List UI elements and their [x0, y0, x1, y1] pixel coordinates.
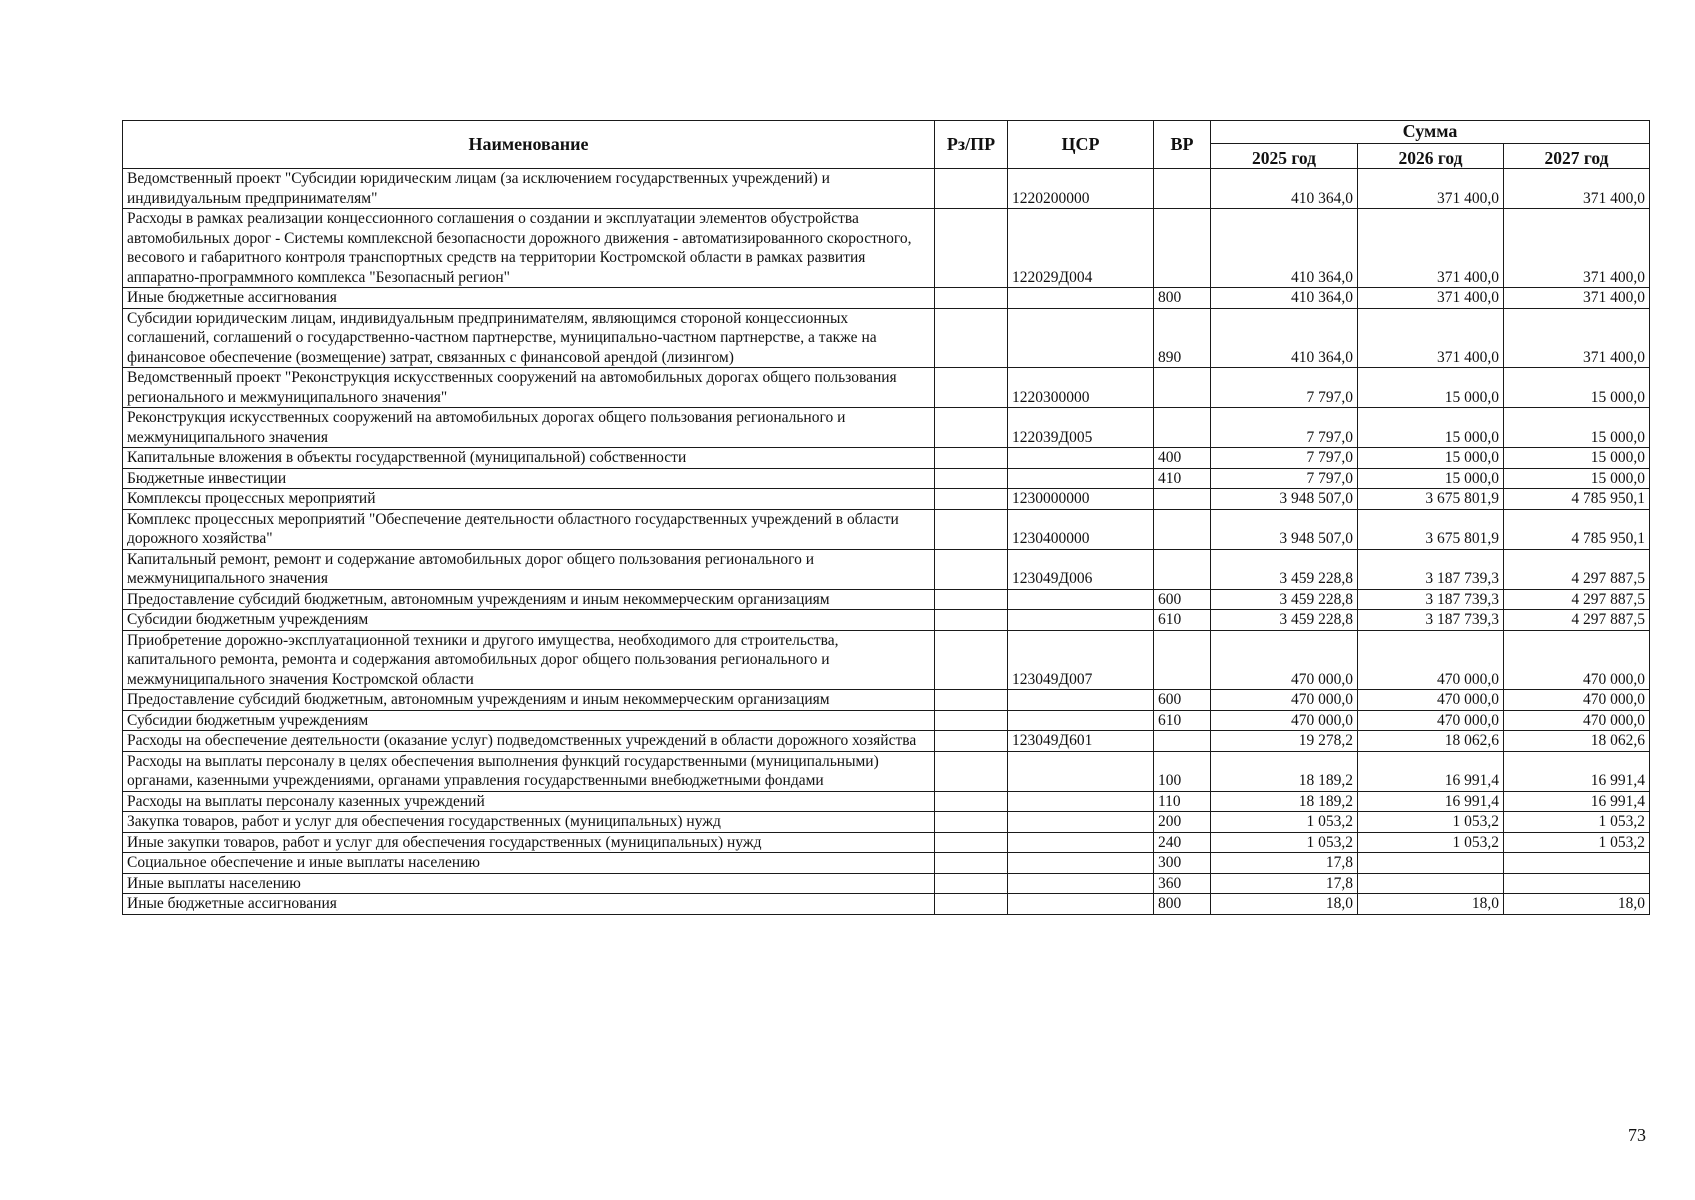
- cell-rzpr: [935, 549, 1008, 589]
- cell-csr: [1008, 751, 1154, 791]
- table-row: [123, 468, 1650, 489]
- cell-sum-2025: 3 459 228,8: [1211, 549, 1358, 589]
- cell-rzpr: [935, 812, 1008, 833]
- cell-sum-2027: 18,0: [1504, 894, 1650, 915]
- cell-name: Капитальный ремонт, ремонт и содержание автомобильных дорог общего пользования регионального и межмуниципального значения: [123, 549, 935, 589]
- cell-csr: [1008, 710, 1154, 731]
- table-row: [123, 209, 1650, 288]
- cell-rzpr: [935, 408, 1008, 448]
- cell-sum-2026: 3 675 801,9: [1358, 489, 1504, 510]
- cell-csr: [1008, 853, 1154, 874]
- cell-sum-2027: [1504, 873, 1650, 894]
- cell-rzpr: [935, 832, 1008, 853]
- cell-sum-2027: 1 053,2: [1504, 832, 1650, 853]
- cell-csr: [1008, 812, 1154, 833]
- cell-name: Иные бюджетные ассигнования: [123, 288, 935, 309]
- cell-sum-2025: 410 364,0: [1211, 288, 1358, 309]
- cell-rzpr: [935, 448, 1008, 469]
- table-row: [123, 791, 1650, 812]
- cell-vr: [1154, 630, 1211, 690]
- table-row: [123, 288, 1650, 309]
- cell-vr: 800: [1154, 894, 1211, 915]
- cell-rzpr: [935, 610, 1008, 631]
- cell-sum-2025: 18,0: [1211, 894, 1358, 915]
- table-row: [123, 812, 1650, 833]
- cell-sum-2025: 1 053,2: [1211, 812, 1358, 833]
- cell-vr: [1154, 731, 1211, 752]
- cell-sum-2027: 4 785 950,1: [1504, 509, 1650, 549]
- cell-name: Расходы на обеспечение деятельности (оказание услуг) подведомственных учреждений в области дорожного хозяйства: [123, 731, 935, 752]
- cell-name: Предоставление субсидий бюджетным, автономным учреждениям и иным некоммерческим организациям: [123, 690, 935, 711]
- cell-sum-2027: 371 400,0: [1504, 308, 1650, 368]
- cell-name: Предоставление субсидий бюджетным, автономным учреждениям и иным некоммерческим организациям: [123, 589, 935, 610]
- cell-rzpr: [935, 308, 1008, 368]
- cell-sum-2026: 371 400,0: [1358, 169, 1504, 209]
- cell-csr: [1008, 610, 1154, 631]
- cell-sum-2026: 15 000,0: [1358, 368, 1504, 408]
- table-body: [123, 169, 1650, 915]
- budget-table: [122, 120, 1650, 915]
- page-number: 73: [1628, 1125, 1646, 1145]
- cell-csr: [1008, 894, 1154, 915]
- cell-csr: 123049Д007: [1008, 630, 1154, 690]
- header-csr: ЦСР: [1008, 121, 1154, 169]
- cell-vr: 110: [1154, 791, 1211, 812]
- table-row: [123, 169, 1650, 209]
- cell-sum-2027: 4 297 887,5: [1504, 610, 1650, 631]
- cell-csr: 123049Д601: [1008, 731, 1154, 752]
- cell-csr: 1230000000: [1008, 489, 1154, 510]
- cell-vr: 800: [1154, 288, 1211, 309]
- cell-rzpr: [935, 751, 1008, 791]
- cell-vr: 360: [1154, 873, 1211, 894]
- cell-sum-2026: 470 000,0: [1358, 710, 1504, 731]
- cell-sum-2027: 1 053,2: [1504, 812, 1650, 833]
- cell-name: Приобретение дорожно-эксплуатационной техники и другого имущества, необходимого для строительства, капитального ремонта, ремонта и содержания автомобильных дорог общего пользования регионального и межмуниципального значения Костромской области: [123, 630, 935, 690]
- cell-sum-2026: 1 053,2: [1358, 832, 1504, 853]
- cell-name: Ведомственный проект "Реконструкция искусственных сооружений на автомобильных дорогах общего пользования регионального и межмуниципального значения": [123, 368, 935, 408]
- cell-name: Реконструкция искусственных сооружений на автомобильных дорогах общего пользования регионального и межмуниципального значения: [123, 408, 935, 448]
- cell-rzpr: [935, 468, 1008, 489]
- cell-sum-2025: 410 364,0: [1211, 169, 1358, 209]
- cell-csr: 1220200000: [1008, 169, 1154, 209]
- table-row: [123, 610, 1650, 631]
- table-row: [123, 630, 1650, 690]
- cell-rzpr: [935, 630, 1008, 690]
- cell-vr: 100: [1154, 751, 1211, 791]
- cell-sum-2027: 4 785 950,1: [1504, 489, 1650, 510]
- cell-name: Субсидии бюджетным учреждениям: [123, 610, 935, 631]
- cell-sum-2026: 18,0: [1358, 894, 1504, 915]
- cell-name: Иные закупки товаров, работ и услуг для обеспечения государственных (муниципальных) нужд: [123, 832, 935, 853]
- cell-vr: 600: [1154, 589, 1211, 610]
- cell-vr: 240: [1154, 832, 1211, 853]
- cell-vr: [1154, 509, 1211, 549]
- header-rzpr: Рз/ПР: [935, 121, 1008, 169]
- cell-sum-2027: 470 000,0: [1504, 630, 1650, 690]
- cell-sum-2027: 371 400,0: [1504, 169, 1650, 209]
- cell-sum-2027: 15 000,0: [1504, 448, 1650, 469]
- cell-sum-2025: 3 459 228,8: [1211, 589, 1358, 610]
- cell-rzpr: [935, 489, 1008, 510]
- table-row: [123, 589, 1650, 610]
- cell-vr: 410: [1154, 468, 1211, 489]
- cell-sum-2026: 15 000,0: [1358, 408, 1504, 448]
- header-year-2026: 2026 год: [1358, 144, 1504, 169]
- table-row: [123, 509, 1650, 549]
- cell-name: Субсидии юридическим лицам, индивидуальным предпринимателям, являющимся стороной концессионных соглашений, соглашений о государственно-частном партнерстве, муниципально-частном партнерстве, а также на финансовое обеспечение (возмещение) затрат, связанных с финансовой арендой (лизингом): [123, 308, 935, 368]
- header-sum: Сумма: [1211, 121, 1650, 144]
- cell-rzpr: [935, 690, 1008, 711]
- cell-name: Расходы на выплаты персоналу казенных учреждений: [123, 791, 935, 812]
- cell-sum-2027: 470 000,0: [1504, 710, 1650, 731]
- cell-name: Комплекс процессных мероприятий "Обеспечение деятельности областного государственных учреждений в области дорожного хозяйства": [123, 509, 935, 549]
- cell-name: Расходы на выплаты персоналу в целях обеспечения выполнения функций государственными (муниципальными) органами, казенными учреждениями, органами управления государственными внебюджетными фондами: [123, 751, 935, 791]
- cell-vr: [1154, 408, 1211, 448]
- table-row: [123, 853, 1650, 874]
- cell-sum-2025: 7 797,0: [1211, 368, 1358, 408]
- cell-sum-2027: 371 400,0: [1504, 209, 1650, 288]
- table-row: [123, 489, 1650, 510]
- cell-sum-2027: [1504, 853, 1650, 874]
- table-row: [123, 690, 1650, 711]
- cell-sum-2026: 15 000,0: [1358, 448, 1504, 469]
- table-header: [123, 121, 1650, 169]
- table-row: [123, 832, 1650, 853]
- cell-vr: [1154, 489, 1211, 510]
- cell-vr: 600: [1154, 690, 1211, 711]
- cell-rzpr: [935, 288, 1008, 309]
- cell-rzpr: [935, 853, 1008, 874]
- cell-sum-2026: 3 187 739,3: [1358, 549, 1504, 589]
- cell-sum-2025: 470 000,0: [1211, 630, 1358, 690]
- cell-rzpr: [935, 894, 1008, 915]
- cell-rzpr: [935, 169, 1008, 209]
- cell-sum-2025: 1 053,2: [1211, 832, 1358, 853]
- cell-vr: 200: [1154, 812, 1211, 833]
- cell-sum-2027: 16 991,4: [1504, 751, 1650, 791]
- cell-sum-2025: 17,8: [1211, 853, 1358, 874]
- cell-rzpr: [935, 589, 1008, 610]
- cell-rzpr: [935, 791, 1008, 812]
- cell-sum-2025: 18 189,2: [1211, 751, 1358, 791]
- cell-sum-2025: 410 364,0: [1211, 308, 1358, 368]
- cell-vr: 610: [1154, 610, 1211, 631]
- cell-csr: [1008, 832, 1154, 853]
- cell-sum-2026: 470 000,0: [1358, 690, 1504, 711]
- cell-csr: [1008, 468, 1154, 489]
- cell-sum-2025: 410 364,0: [1211, 209, 1358, 288]
- table-row: [123, 894, 1650, 915]
- table-row: [123, 448, 1650, 469]
- cell-vr: [1154, 169, 1211, 209]
- cell-csr: [1008, 791, 1154, 812]
- cell-csr: [1008, 448, 1154, 469]
- cell-sum-2025: 3 948 507,0: [1211, 489, 1358, 510]
- header-year-2027: 2027 год: [1504, 144, 1650, 169]
- cell-sum-2027: 15 000,0: [1504, 468, 1650, 489]
- cell-sum-2026: 371 400,0: [1358, 308, 1504, 368]
- cell-csr: 122029Д004: [1008, 209, 1154, 288]
- cell-csr: [1008, 308, 1154, 368]
- cell-name: Ведомственный проект "Субсидии юридическим лицам (за исключением государственных учреждений) и индивидуальным предпринимателям": [123, 169, 935, 209]
- cell-csr: [1008, 873, 1154, 894]
- cell-name: Социальное обеспечение и иные выплаты населению: [123, 853, 935, 874]
- cell-rzpr: [935, 873, 1008, 894]
- cell-sum-2026: 3 187 739,3: [1358, 589, 1504, 610]
- cell-sum-2026: 3 675 801,9: [1358, 509, 1504, 549]
- table-row: [123, 751, 1650, 791]
- cell-sum-2026: 470 000,0: [1358, 630, 1504, 690]
- table-row: [123, 408, 1650, 448]
- cell-vr: 890: [1154, 308, 1211, 368]
- cell-sum-2025: 3 459 228,8: [1211, 610, 1358, 631]
- cell-name: Иные выплаты населению: [123, 873, 935, 894]
- cell-sum-2027: 18 062,6: [1504, 731, 1650, 752]
- cell-rzpr: [935, 368, 1008, 408]
- cell-vr: 400: [1154, 448, 1211, 469]
- cell-sum-2026: 16 991,4: [1358, 791, 1504, 812]
- cell-sum-2027: 4 297 887,5: [1504, 549, 1650, 589]
- cell-sum-2026: 371 400,0: [1358, 288, 1504, 309]
- table-row: [123, 549, 1650, 589]
- cell-csr: 1220300000: [1008, 368, 1154, 408]
- cell-sum-2027: 371 400,0: [1504, 288, 1650, 309]
- cell-sum-2025: 18 189,2: [1211, 791, 1358, 812]
- cell-sum-2026: 3 187 739,3: [1358, 610, 1504, 631]
- cell-rzpr: [935, 731, 1008, 752]
- cell-sum-2027: 15 000,0: [1504, 368, 1650, 408]
- cell-rzpr: [935, 710, 1008, 731]
- cell-sum-2027: 15 000,0: [1504, 408, 1650, 448]
- cell-sum-2025: 7 797,0: [1211, 408, 1358, 448]
- cell-sum-2025: 7 797,0: [1211, 468, 1358, 489]
- cell-csr: [1008, 288, 1154, 309]
- table-row: [123, 873, 1650, 894]
- cell-csr: [1008, 690, 1154, 711]
- cell-sum-2027: 4 297 887,5: [1504, 589, 1650, 610]
- cell-sum-2027: 470 000,0: [1504, 690, 1650, 711]
- cell-vr: [1154, 549, 1211, 589]
- header-name: Наименование: [123, 121, 935, 169]
- cell-sum-2027: 16 991,4: [1504, 791, 1650, 812]
- header-year-2025: 2025 год: [1211, 144, 1358, 169]
- cell-name: Иные бюджетные ассигнования: [123, 894, 935, 915]
- cell-name: Закупка товаров, работ и услуг для обеспечения государственных (муниципальных) нужд: [123, 812, 935, 833]
- cell-csr: [1008, 589, 1154, 610]
- cell-sum-2025: 17,8: [1211, 873, 1358, 894]
- table-row: [123, 710, 1650, 731]
- cell-sum-2025: 7 797,0: [1211, 448, 1358, 469]
- cell-sum-2026: 18 062,6: [1358, 731, 1504, 752]
- cell-sum-2026: [1358, 873, 1504, 894]
- cell-name: Комплексы процессных мероприятий: [123, 489, 935, 510]
- cell-sum-2025: 470 000,0: [1211, 690, 1358, 711]
- cell-vr: [1154, 368, 1211, 408]
- cell-sum-2025: 3 948 507,0: [1211, 509, 1358, 549]
- cell-name: Бюджетные инвестиции: [123, 468, 935, 489]
- cell-sum-2026: [1358, 853, 1504, 874]
- cell-sum-2026: 1 053,2: [1358, 812, 1504, 833]
- cell-rzpr: [935, 509, 1008, 549]
- table-row: [123, 368, 1650, 408]
- cell-csr: 123049Д006: [1008, 549, 1154, 589]
- cell-sum-2026: 371 400,0: [1358, 209, 1504, 288]
- cell-sum-2026: 16 991,4: [1358, 751, 1504, 791]
- table-row: [123, 731, 1650, 752]
- table-row: [123, 308, 1650, 368]
- cell-sum-2025: 470 000,0: [1211, 710, 1358, 731]
- cell-sum-2026: 15 000,0: [1358, 468, 1504, 489]
- cell-csr: 122039Д005: [1008, 408, 1154, 448]
- header-vr: ВР: [1154, 121, 1211, 169]
- cell-vr: 610: [1154, 710, 1211, 731]
- cell-sum-2025: 19 278,2: [1211, 731, 1358, 752]
- cell-vr: 300: [1154, 853, 1211, 874]
- cell-name: Расходы в рамках реализации концессионного соглашения о создании и эксплуатации элементов обустройства автомобильных дорог - Системы комплексной безопасности дорожного движения - автоматизированного скоростного, весового и габаритного контроля транспортных средств на территории Костромской области в рамках развития аппаратно-программного комплекса "Безопасный регион": [123, 209, 935, 288]
- cell-vr: [1154, 209, 1211, 288]
- cell-name: Субсидии бюджетным учреждениям: [123, 710, 935, 731]
- cell-name: Капитальные вложения в объекты государственной (муниципальной) собственности: [123, 448, 935, 469]
- cell-csr: 1230400000: [1008, 509, 1154, 549]
- cell-rzpr: [935, 209, 1008, 288]
